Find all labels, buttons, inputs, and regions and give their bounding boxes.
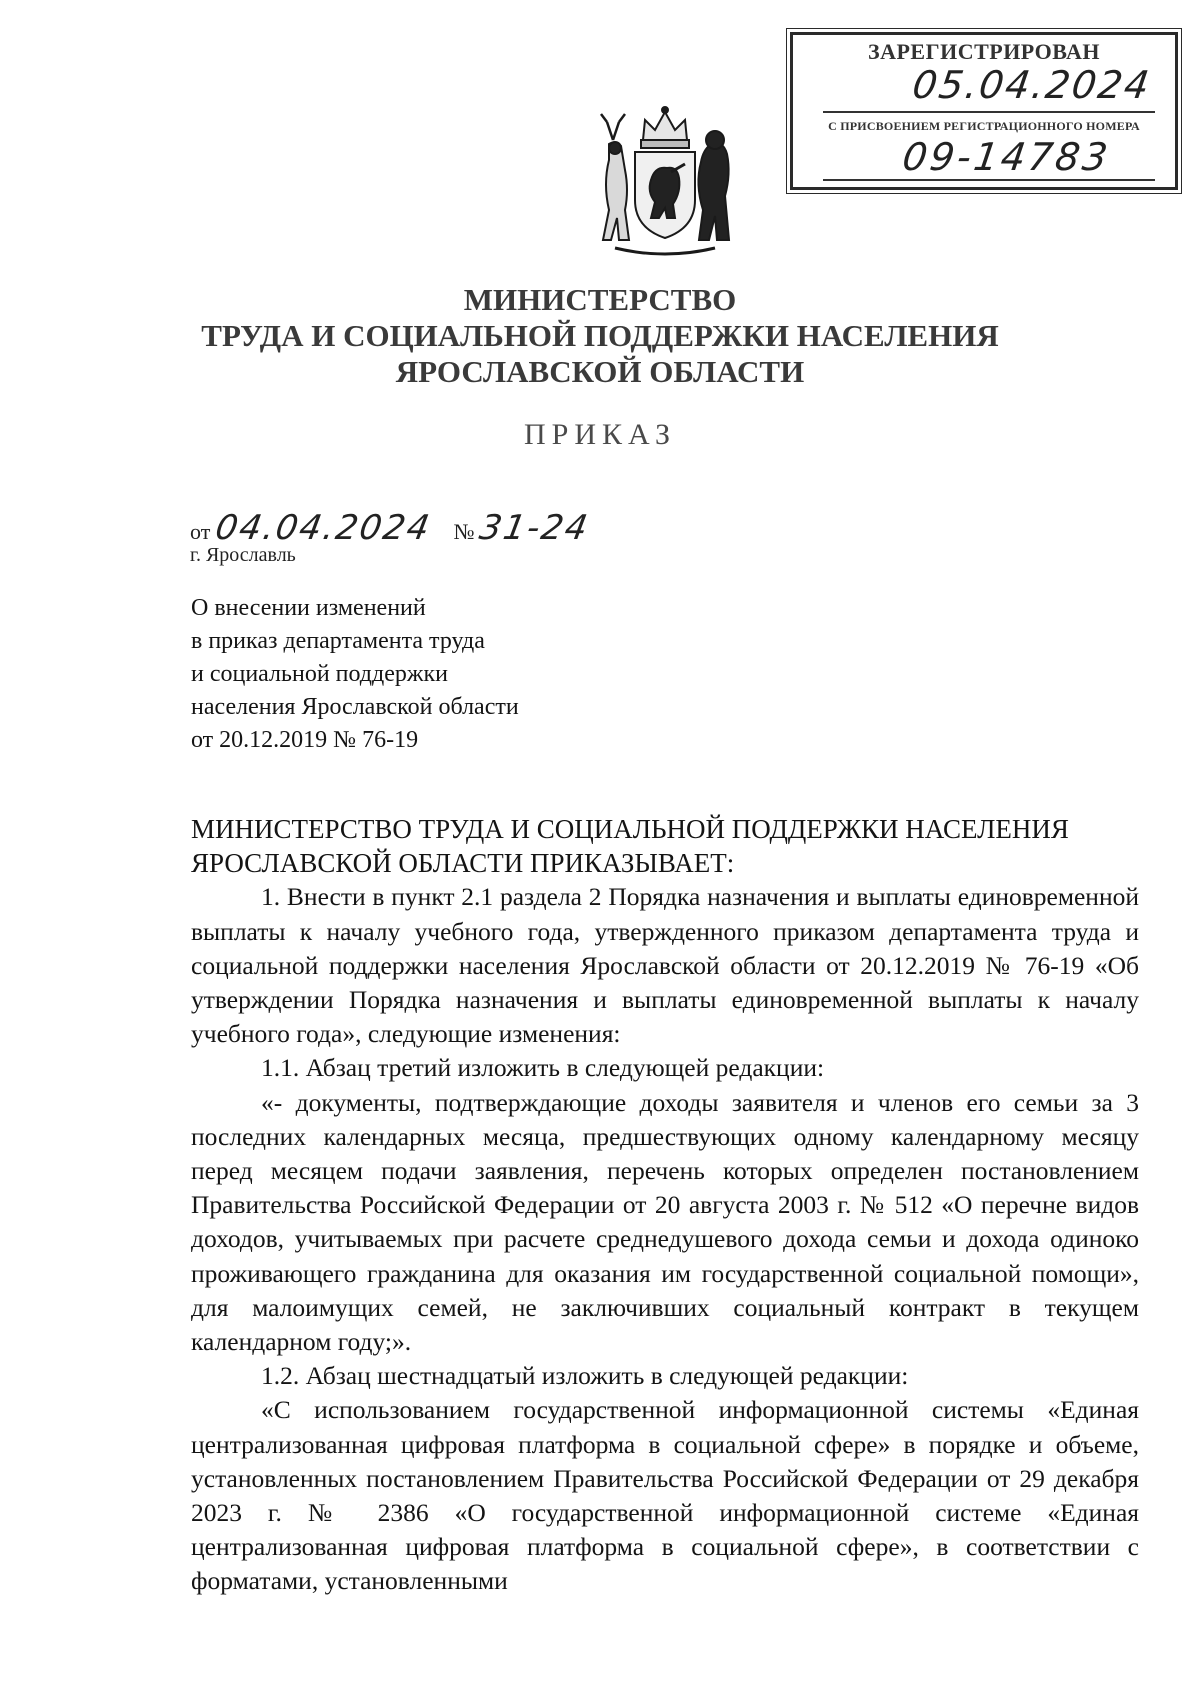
stamp-title: ЗАРЕГИСТРИРОВАН [867, 39, 1101, 64]
stamp-caption: С ПРИСВОЕНИЕМ РЕГИСТРАЦИОННОГО НОМЕРА [828, 119, 1140, 133]
body-heading-line: МИНИСТЕРСТВО ТРУДА И СОЦИАЛЬНОЙ ПОДДЕРЖКИ НАСЕЛЕНИЯ [191, 814, 1069, 844]
paragraph: «С использованием государственной информационной системы «Единая централизованная цифровая платформа в социальной сфере» в порядке и объеме, установленных постановлением Правительства Российской Федерации от 29 декабря 2023 г. № 2386 «О государственной информационной системе «Единая централизованная цифровая платформа в социальной сфере», в соответствии с форматами, установленными [191, 1395, 1139, 1596]
order-subject [191, 592, 519, 757]
subject-line: от 20.12.2019 № 76-19 [191, 727, 419, 753]
paragraph: 1.2. Абзац шестнадцатый изложить в следующей редакции: [261, 1361, 909, 1391]
paragraph: 1. Внести в пункт 2.1 раздела 2 Порядка назначения и выплаты единовременной выплаты к началу учебного года, утвержденного приказом департамента труда и социальной поддержки населения Ярославской области от 20.12.2019 № 76-19 «Об утверждении Порядка назначения и выплаты единовременной выплаты к началу учебного года», следующие изменения: [191, 882, 1139, 1049]
ministry-line: ТРУДА И СОЦИАЛЬНОЙ ПОДДЕРЖКИ НАСЕЛЕНИЯ [201, 318, 999, 353]
number-label: № [453, 519, 475, 544]
registration-stamp [790, 32, 1178, 190]
document-type: ПРИКАЗ [524, 418, 676, 451]
order-details [190, 508, 593, 548]
order-body [191, 812, 1139, 1599]
subject-line: населения Ярославской области [191, 694, 519, 720]
stamp-divider [823, 179, 1155, 181]
paragraph: «- документы, подтверждающие доходы заявителя и членов его семьи за 3 последних календарных месяца, предшествующих одному календарному месяцу перед месяцем подачи заявления, перечень которых определен постановлением Правительства Российской Федерации от 20 августа 2003 г. № 512 «О перечне видов доходов, учитываемых при расчете среднедушевого дохода семьи и дохода одиноко проживающего гражданина для оказания им государственной социальной помощи», для малоимущих семей, не заключивших социальный контракт в текущем календарном году;». [191, 1087, 1139, 1357]
handwritten-order-date: 04.04.2024 [212, 508, 435, 548]
subject-line: О внесении изменений [191, 595, 426, 621]
city: г. Ярославль [190, 544, 296, 566]
body-heading-line: ЯРОСЛАВСКОЙ ОБЛАСТИ ПРИКАЗЫВАЕТ: [191, 848, 735, 879]
stamp-handwritten-date: 05.04.2024 [909, 63, 1154, 107]
subject-line: и социальной поддержки [191, 661, 448, 687]
subject-line: в приказ департамента труда [191, 628, 485, 654]
stamp-divider [823, 111, 1155, 113]
from-label: от [190, 519, 211, 544]
yaroslavl-coat-of-arms-icon [585, 100, 745, 260]
paragraph: 1.1. Абзац третий изложить в следующей редакции: [261, 1053, 825, 1083]
stamp-handwritten-number: 09-14783 [899, 135, 1114, 179]
handwritten-order-number: 31-24 [476, 508, 593, 548]
ministry-line: ЯРОСЛАВСКОЙ ОБЛАСТИ [395, 354, 805, 389]
ministry-line: МИНИСТЕРСТВО [463, 282, 737, 317]
ministry-name [0, 282, 1200, 390]
